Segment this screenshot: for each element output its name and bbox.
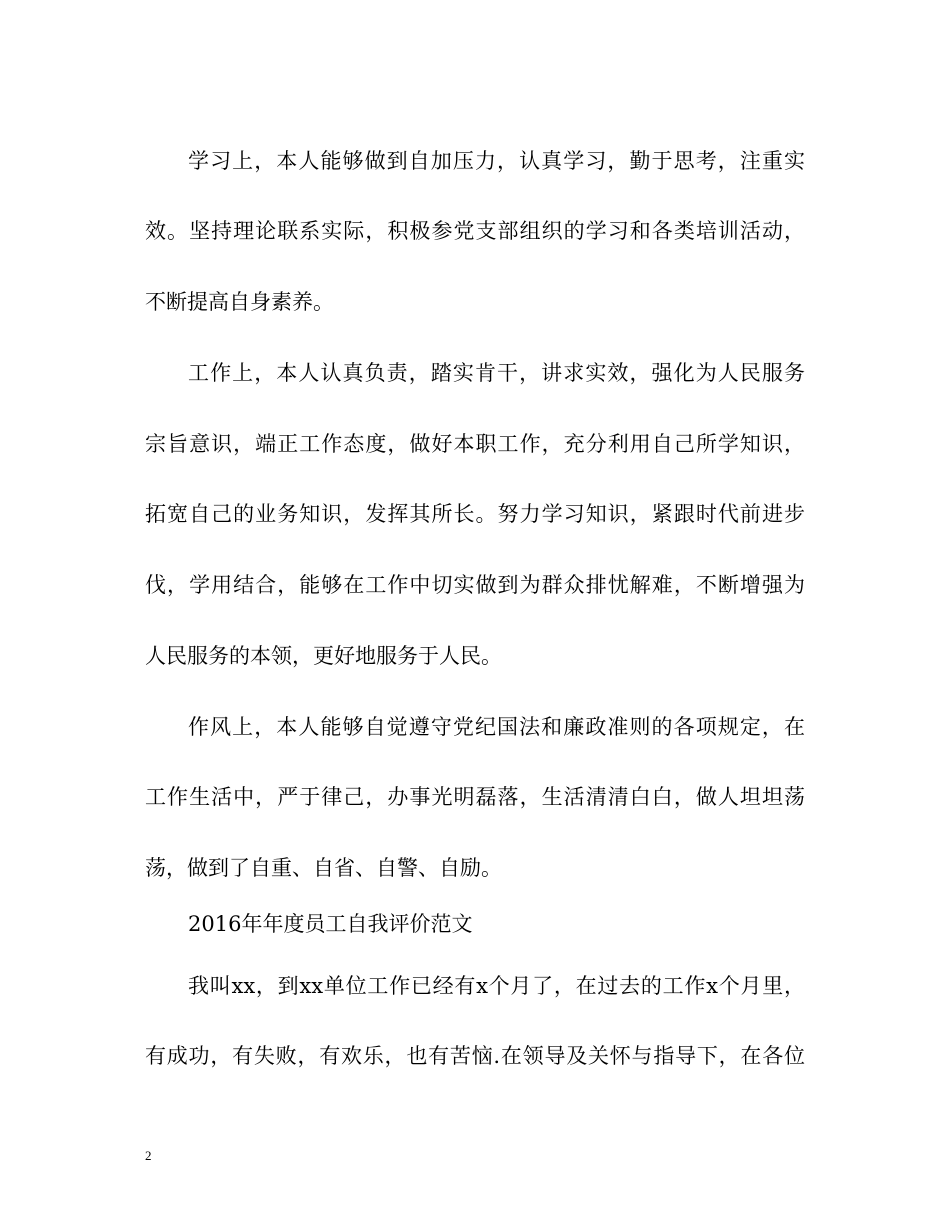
page-number: 2 <box>145 1148 152 1163</box>
paragraph-study-line-3: 不断提高自身素养。 <box>145 290 334 314</box>
paragraph-work-line-4: 伐，学用结合，能够在工作中切实做到为群众排忧解难，不断增强为 <box>145 573 805 597</box>
paragraph-style-line-2: 工作生活中，严于律己，办事光明磊落，生活清清白白，做人坦坦荡 <box>145 785 805 809</box>
section-heading: 2016年年度员工自我评价范文 <box>188 912 473 936</box>
paragraph-study-line-1: 学习上，本人能够做到自加压力，认真学习，勤于思考，注重实 <box>188 149 805 173</box>
paragraph-intro-line-2: 有成功，有失败，有欢乐，也有苦恼.在领导及关怀与指导下，在各位 <box>145 1044 805 1068</box>
paragraph-style-line-1: 作风上，本人能够自觉遵守党纪国法和廉政准则的各项规定，在 <box>188 715 805 739</box>
paragraph-study-line-2: 效。坚持理论联系实际，积极参党支部组织的学习和各类培训活动， <box>145 219 805 243</box>
paragraph-work-line-3: 拓宽自己的业务知识，发挥其所长。努力学习知识，紧跟时代前进步 <box>145 502 805 526</box>
paragraph-work-line-2: 宗旨意识，端正工作态度，做好本职工作，充分利用自己所学知识， <box>145 432 805 456</box>
paragraph-style-line-3: 荡，做到了自重、自省、自警、自励。 <box>145 856 502 880</box>
paragraph-intro-line-1: 我叫xx，到xx单位工作已经有x个月了，在过去的工作x个月里， <box>188 974 805 998</box>
paragraph-work-line-1: 工作上，本人认真负责，踏实肯干，讲求实效，强化为人民服务 <box>188 361 805 385</box>
paragraph-work-line-5: 人民服务的本领，更好地服务于人民。 <box>145 644 502 668</box>
